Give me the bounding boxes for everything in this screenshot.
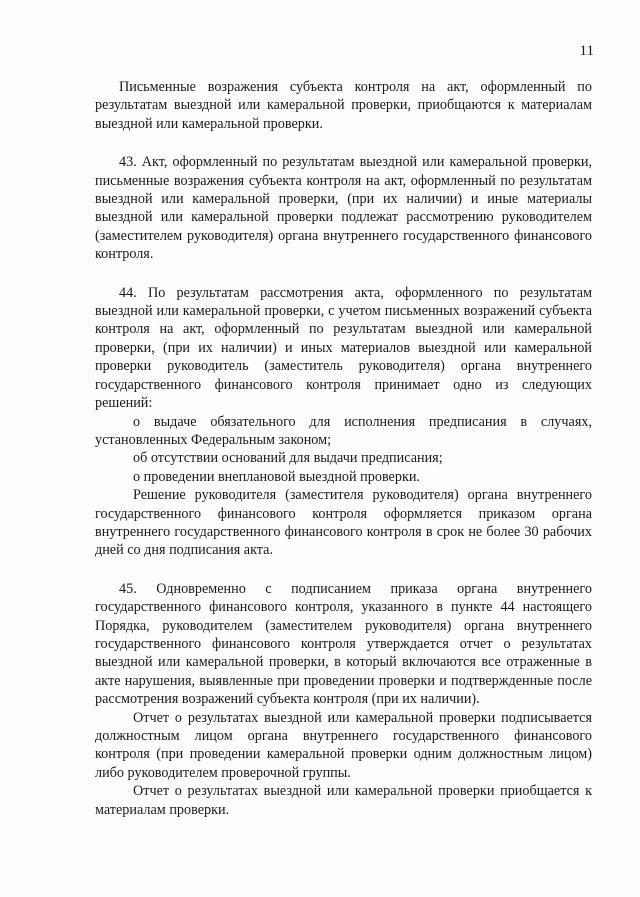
paragraph-44: 44. По результатам рассмотрения акта, оформленного по результатам выездной или камеральной проверки, с учетом письменных возражений субъекта контроля на акт, оформленный по результатам выездной или камеральной проверки, (при их наличии) и иных материалов выездной или камеральной проверки руководитель (заместитель руководителя) органа внутреннего государственного финансового контроля принимает одно из следующих решений: [95,284,592,412]
paragraph-44-decision: Решение руководителя (заместителя руководителя) органа внутреннего государственного финансового контроля оформляется приказом органа внутреннего государственного финансового контроля в срок не более 30 рабочих дней со дня подписания акта. [95,487,592,559]
paragraph-44-item-prescription: о выдаче обязательного для исполнения предписания в случаях, установленных Федеральным законом; [95,413,592,448]
paragraph-45: 45. Одновременно с подписанием приказа органа внутреннего государственного финансового контроля, указанного в пункте 44 настоящего Порядка, руководителем (заместителем руководителя) органа внутреннего государственного финансового контроля утверждается отчет о результатах выездной или камеральной проверки, в который включаются все отраженные в акте нарушения, выявленные при проведении проверки и подтвержденные после рассмотрения возражений субъекта контроля (при их наличии). [95,580,592,708]
paragraph-objections-attached: Письменные возражения субъекта контроля на акт, оформленный по результатам выездной или камеральной проверки, приобщаются к материалам выездной или камеральной проверки. [95,79,592,132]
paragraph-43: 43. Акт, оформленный по результатам выездной или камеральной проверки, письменные возражения субъекта контроля на акт, оформленный по результатам выездной или камеральной проверки, (при их наличии) и иные материалы выездной или камеральной проверки подлежат рассмотрению руководителем (заместителем руководителя) органа внутреннего государственного финансового контроля. [95,154,592,263]
paragraph-45-report-attached: Отчет о результатах выездной или камеральной проверки приобщается к материалам проверки. [95,783,592,818]
paragraph-44-item-no-grounds: об отсутствии оснований для выдачи предписания; [133,450,443,467]
document-body [95,78,592,819]
paragraph-45-report-signed: Отчет о результатах выездной или камеральной проверки подписывается должностным лицом органа внутреннего государственного финансового контроля (при проведении камеральной проверки одним должностным лицом) либо руководителем проверочной группы. [95,709,592,781]
paragraph-44-item-unscheduled-check: о проведении внеплановой выездной проверки. [133,468,420,485]
page-number: 11 [579,43,594,59]
